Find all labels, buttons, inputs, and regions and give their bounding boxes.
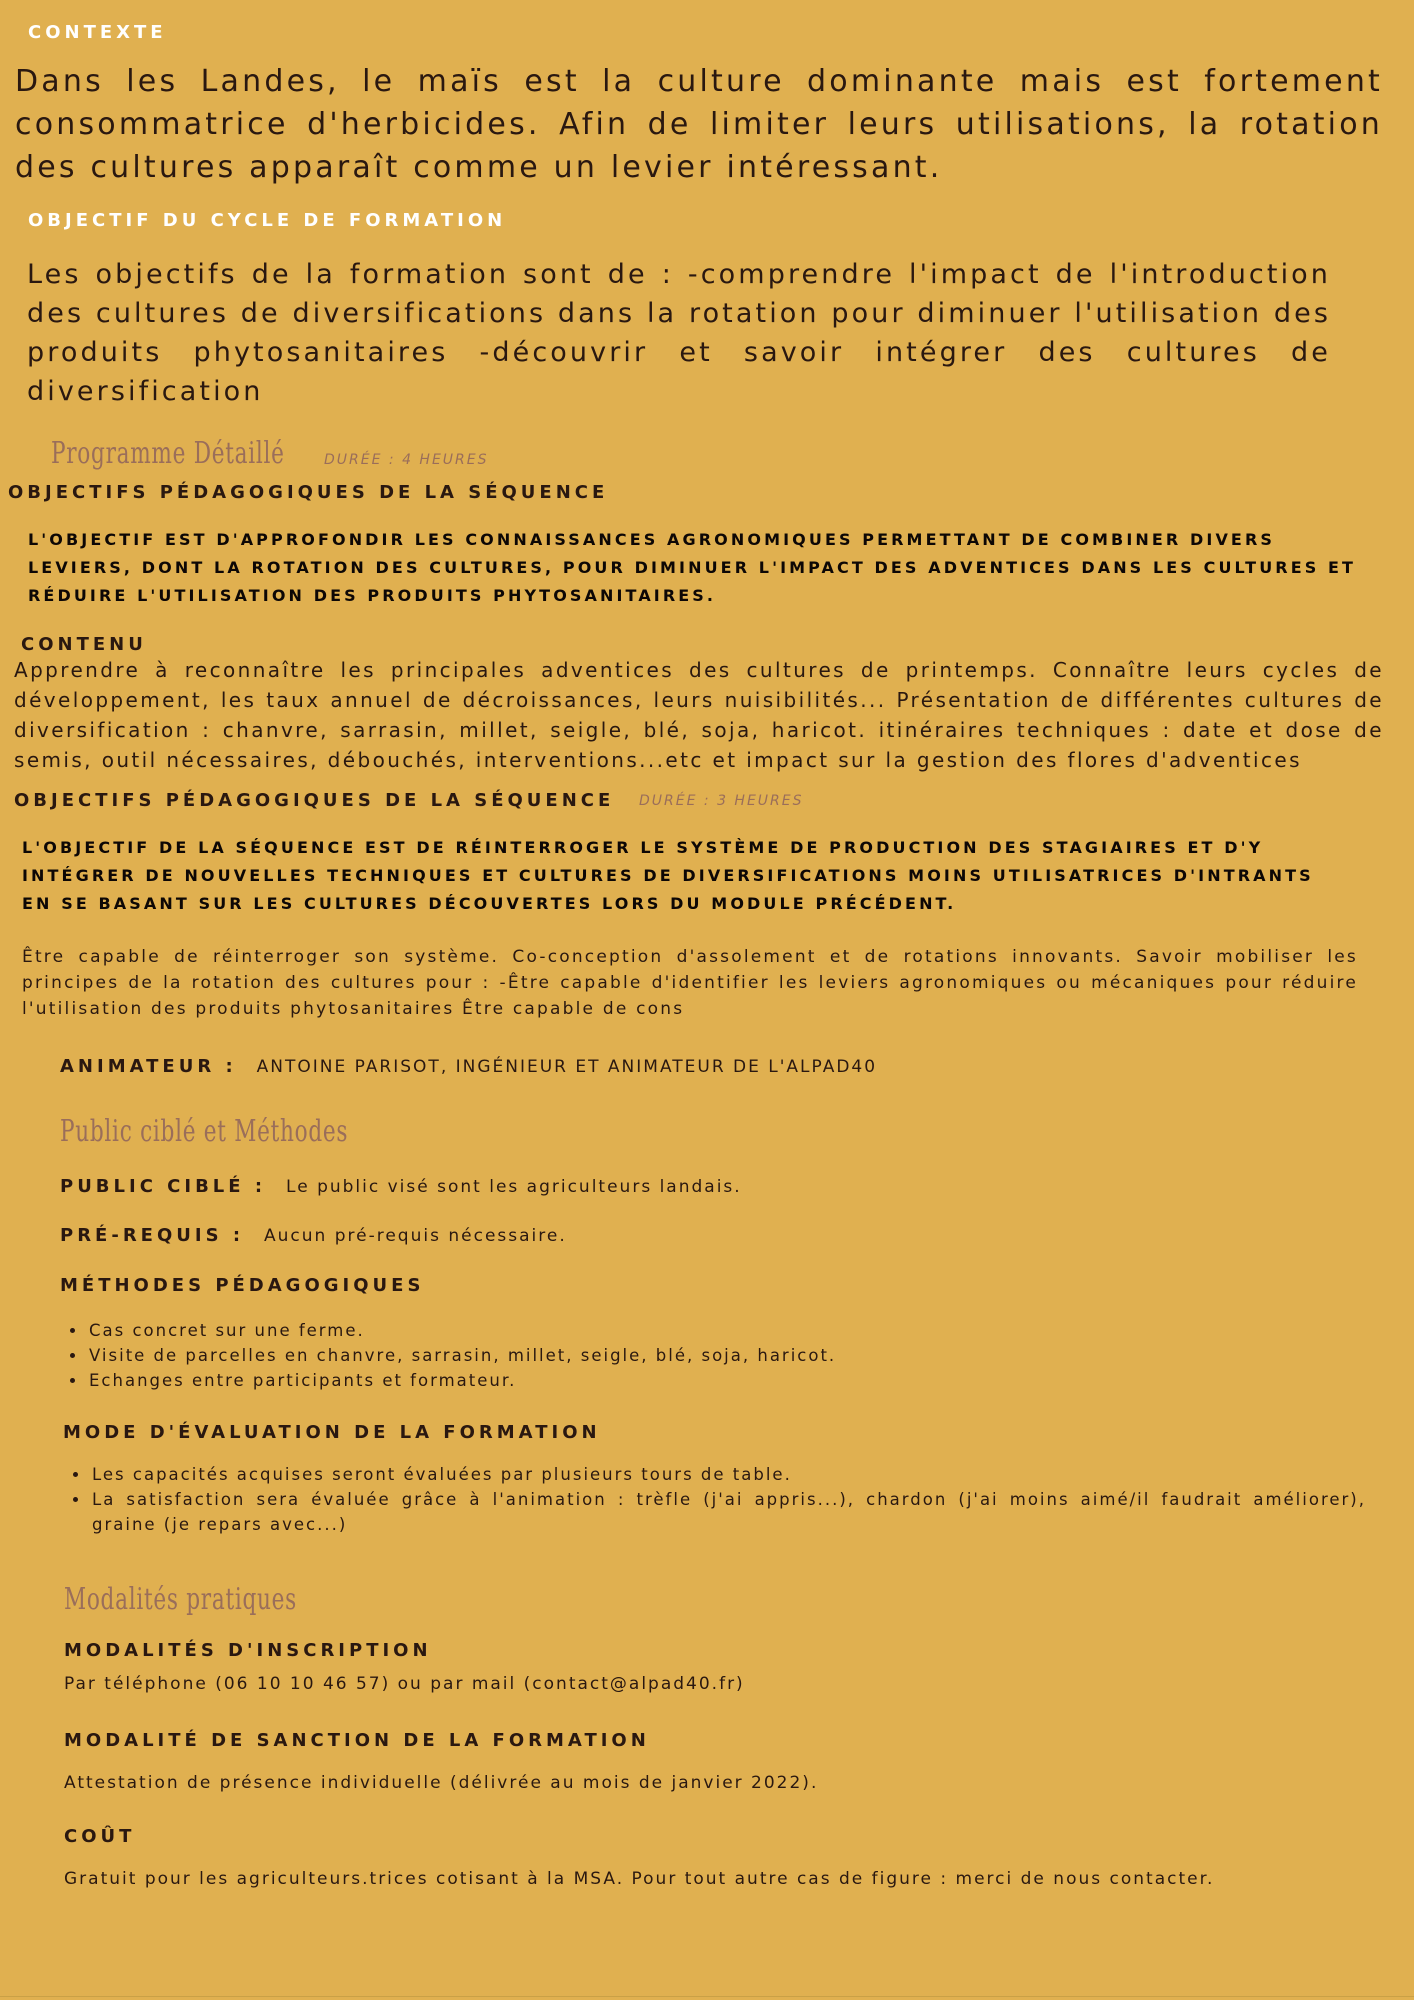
list-item: • Echanges entre participants et formateur.	[87, 1368, 1357, 1393]
list-item: • Visite de parcelles en chanvre, sarrasin, millet, seigle, blé, soja, haricot.	[87, 1343, 1357, 1368]
sequence1-duree: DURÉE : 4 HEURES	[324, 452, 489, 468]
animateur-row	[60, 1056, 877, 1077]
inscription-label: MODALITÉS D'INSCRIPTION	[64, 1640, 432, 1661]
contenu-label: CONTENU	[21, 634, 147, 655]
animateur-label: ANIMATEUR :	[60, 1056, 237, 1077]
list-item: • Les capacités acquises seront évaluées par plusieurs tours de table.	[90, 1462, 1366, 1487]
animateur-value: ANTOINE PARISOT, INGÉNIEUR ET ANIMATEUR DE L'ALPAD40	[256, 1057, 878, 1077]
sequence1-objectif: L'OBJECTIF EST D'APPROFONDIR LES CONNAISSANCES AGRONOMIQUES PERMETTANT DE COMBINER DIVERS LEVIERS, DONT LA ROTATION DES CULTURES, POUR DIMINUER L'IMPACT DES ADVENTICES DANS LES CULTURES ET RÉDUIRE L'UTILISATION DES PRODUITS PHYTOSANITAIRES.	[28, 530, 1357, 605]
list-item: • Cas concret sur une ferme.	[87, 1318, 1357, 1343]
cout-value: Gratuit pour les agriculteurs.trices cotisant à la MSA. Pour tout autre cas de figure : merci de nous contacter.	[64, 1869, 1215, 1889]
objectif-cycle-label: OBJECTIF DU CYCLE DE FORMATION	[28, 210, 507, 231]
modalites-title: Modalités pratiques	[64, 1582, 297, 1617]
methodes-label: MÉTHODES PÉDAGOGIQUES	[60, 1275, 425, 1296]
public-label: PUBLIC CIBLÉ :	[60, 1176, 267, 1197]
contexte-text: Dans les Landes, le maïs est la culture dominante mais est fortement consommatrice d'herbicides. Afin de limiter leurs utilisations, la rotation des cultures apparaît comme un levier intéressant.	[15, 64, 1383, 185]
prereq-label: PRÉ-REQUIS :	[60, 1225, 245, 1246]
public-title: Public ciblé et Méthodes	[60, 1114, 349, 1149]
sequence2-objectif: L'OBJECTIF DE LA SÉQUENCE EST DE RÉINTERROGER LE SYSTÈME DE PRODUCTION DES STAGIAIRES ET D'Y INTÉGRER DE NOUVELLES TECHNIQUES ET CULTURES DE DIVERSIFICATIONS MOINS UTILISATRICES D'INTRANTS EN SE BASANT SUR LES CULTURES DÉCOUVERTES LORS DU MODULE PRÉCÉDENT.	[22, 838, 1314, 913]
inscription-value: Par téléphone (06 10 10 46 57) ou par mail (contact@alpad40.fr)	[64, 1674, 745, 1694]
objectif-cycle-text: Les objectifs de la formation sont de : -comprendre l'impact de l'introduction des cultures de diversifications dans la rotation pour diminuer l'utilisation des produits phytosanitaires -découvrir et savoir intégrer des cultures de diversification	[27, 259, 1331, 407]
sequence2-contenu: Être capable de réinterroger son système. Co-conception d'assolement et de rotations innovants. Savoir mobiliser les principes de la rotation des cultures pour : -Être capable d'identifier les leviers agronomiques ou mécaniques pour réduire l'utilisation des produits phytosanitaires Être capable de cons	[22, 947, 1358, 1019]
evaluation-list	[60, 1462, 1366, 1537]
sequence2-duree: DURÉE : 3 HEURES	[639, 793, 804, 809]
contexte-label: CONTEXTE	[28, 22, 167, 43]
methodes-list	[57, 1318, 1357, 1393]
sequence1-contenu: Apprendre à reconnaître les principales adventices des cultures de printemps. Connaître leurs cycles de développement, les taux annuel de décroissances, leurs nuisibilités... Présentation de différentes cultures de diversification : chanvre, sarrasin, millet, seigle, blé, soja, haricot. itinéraires techniques : date et dose de semis, outil nécessaires, débouchés, interventions...etc et impact sur la gestion des flores d'adventices	[14, 658, 1384, 772]
programme-title: Programme Détaillé	[51, 436, 285, 471]
public-value: Le public visé sont les agriculteurs landais.	[286, 1177, 742, 1197]
prereq-value: Aucun pré-requis nécessaire.	[264, 1226, 567, 1246]
public-row	[60, 1176, 742, 1197]
sanction-value: Attestation de présence individuelle (délivrée au mois de janvier 2022).	[64, 1773, 819, 1793]
sequence2-heading: OBJECTIFS PÉDAGOGIQUES DE LA SÉQUENCE	[14, 790, 615, 811]
cout-label: COÛT	[64, 1826, 136, 1847]
sanction-label: MODALITÉ DE SANCTION DE LA FORMATION	[64, 1730, 650, 1751]
list-item: • La satisfaction sera évaluée grâce à l'animation : trèfle (j'ai appris...), chardon (j'ai moins aimé/il faudrait améliorer), graine (je repars avec...)	[90, 1487, 1366, 1537]
prereq-row	[60, 1225, 567, 1246]
evaluation-label: MODE D'ÉVALUATION DE LA FORMATION	[63, 1422, 601, 1443]
sequence1-heading: OBJECTIFS PÉDAGOGIQUES DE LA SÉQUENCE	[8, 482, 609, 503]
